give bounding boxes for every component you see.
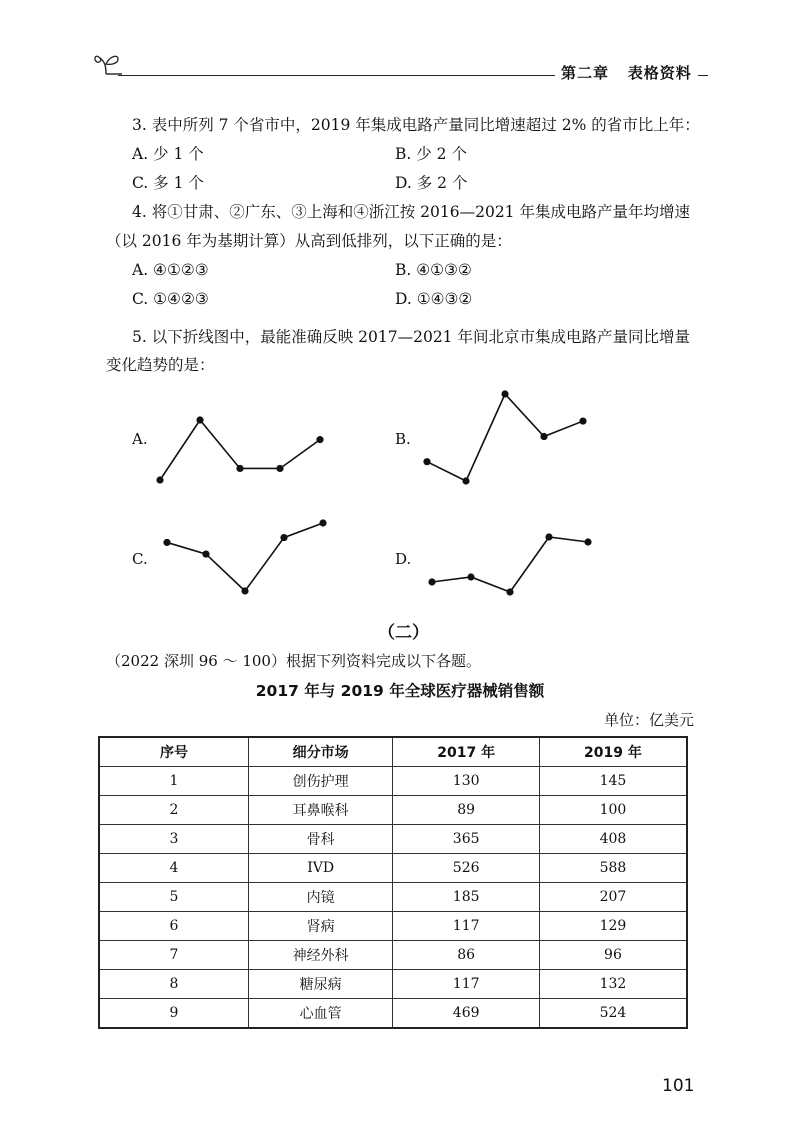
table-cell: 185 [393, 883, 540, 912]
data-point [579, 417, 586, 424]
table-cell: 3 [99, 825, 248, 854]
table-cell: 2 [99, 796, 248, 825]
q5-option-b-label: B. [395, 430, 411, 448]
table-header-row [99, 737, 687, 767]
q5-option-d-label: D. [395, 550, 412, 568]
table-cell: 肾病 [248, 912, 392, 941]
table-cell: 96 [539, 941, 687, 970]
data-point [428, 578, 435, 585]
data-point [276, 465, 283, 472]
table-cell: 129 [539, 912, 687, 941]
table-cell: 145 [539, 767, 687, 796]
data-point [316, 436, 323, 443]
data-point [319, 519, 326, 526]
table-cell: 100 [539, 796, 687, 825]
q5-option-c-label: C. [132, 550, 148, 568]
table-cell: 6 [99, 912, 248, 941]
sales-table [98, 736, 688, 1029]
table-cell: 132 [539, 970, 687, 999]
question-4-stem-line2: （以 2016 年为基期计算）从高到低排列，以下正确的是： [106, 232, 512, 250]
table-cell: 神经外科 [248, 941, 392, 970]
chapter-number: 第二章 [561, 64, 610, 82]
table-cell: 408 [539, 825, 687, 854]
section-title: （二） [378, 623, 429, 643]
q4-option-c: C. ①④②③ [132, 290, 209, 308]
table-row [99, 825, 687, 854]
table-cell: 耳鼻喉科 [248, 796, 392, 825]
data-point [467, 573, 474, 580]
q4-option-a: A. ④①②③ [132, 261, 209, 279]
chapter-title: 表格资料 [627, 64, 692, 82]
data-point [280, 534, 287, 541]
data-point [462, 477, 469, 484]
table-row [99, 999, 687, 1029]
table-cell: 5 [99, 883, 248, 912]
data-point [423, 458, 430, 465]
question-4-stem-line1: 4. 将①甘肃、②广东、③上海和④浙江按 2016—2021 年集成电路产量年均增速 [132, 203, 690, 221]
data-point [540, 433, 547, 440]
data-point [156, 476, 163, 483]
table-cell: 469 [393, 999, 540, 1029]
line-chart-b [427, 394, 583, 481]
line-chart-d [432, 537, 588, 592]
column-header: 序号 [99, 737, 248, 767]
question-3-stem: 3. 表中所列 7 个省市中，2019 年集成电路产量同比增速超过 2% 的省市比上年： [132, 116, 700, 134]
data-point [241, 587, 248, 594]
line-chart-c [167, 523, 323, 591]
chapter-header [555, 62, 698, 83]
table-cell: 117 [393, 912, 540, 941]
table-cell: 内镜 [248, 883, 392, 912]
column-header: 2019 年 [539, 737, 687, 767]
series-line [427, 394, 583, 481]
table-cell: IVD [248, 854, 392, 883]
table-cell: 心血管 [248, 999, 392, 1029]
question-5-stem-line2: 变化趋势的是： [106, 356, 215, 374]
data-point [202, 550, 209, 557]
table-cell: 588 [539, 854, 687, 883]
q3-option-b: B. 少 2 个 [395, 145, 467, 163]
q3-option-c: C. 多 1 个 [132, 174, 204, 192]
table-row [99, 883, 687, 912]
table-cell: 86 [393, 941, 540, 970]
line-chart-a [160, 420, 320, 480]
table-cell: 7 [99, 941, 248, 970]
q5-option-a-label: A. [132, 430, 148, 448]
data-point [506, 588, 513, 595]
table-cell: 骨科 [248, 825, 392, 854]
table-row [99, 912, 687, 941]
table-cell: 4 [99, 854, 248, 883]
data-point [501, 390, 508, 397]
table-cell: 8 [99, 970, 248, 999]
table-cell: 创伤护理 [248, 767, 392, 796]
column-header: 细分市场 [248, 737, 392, 767]
table-cell: 1 [99, 767, 248, 796]
table-cell: 130 [393, 767, 540, 796]
data-point [196, 416, 203, 423]
table-row [99, 941, 687, 970]
q4-option-d: D. ①④③② [395, 290, 473, 308]
section-intro: （2022 深圳 96 ～ 100）根据下列资料完成以下各题。 [106, 652, 481, 670]
sprout-icon [92, 50, 122, 76]
table-cell: 9 [99, 999, 248, 1029]
column-header: 2017 年 [393, 737, 540, 767]
table-cell: 524 [539, 999, 687, 1029]
table-row [99, 767, 687, 796]
data-point [236, 465, 243, 472]
data-point [584, 538, 591, 545]
data-point [545, 533, 552, 540]
q3-option-a: A. 少 1 个 [132, 145, 204, 163]
table-cell: 365 [393, 825, 540, 854]
table-title: 2017 年与 2019 年全球医疗器械销售额 [255, 682, 545, 700]
table-cell: 207 [539, 883, 687, 912]
table-cell: 526 [393, 854, 540, 883]
table-cell: 117 [393, 970, 540, 999]
series-line [432, 537, 588, 592]
q3-option-d: D. 多 2 个 [395, 174, 468, 192]
table-row [99, 970, 687, 999]
table-row [99, 854, 687, 883]
q4-option-b: B. ④①③② [395, 261, 472, 279]
table-cell: 糖尿病 [248, 970, 392, 999]
table-row [99, 796, 687, 825]
table-unit: 单位：亿美元 [603, 711, 694, 729]
data-point [163, 539, 170, 546]
table-cell: 89 [393, 796, 540, 825]
question-5-stem-line1: 5. 以下折线图中，最能准确反映 2017—2021 年间北京市集成电路产量同比增量 [132, 328, 690, 346]
page-number: 101 [662, 1076, 695, 1096]
series-line [167, 523, 323, 591]
